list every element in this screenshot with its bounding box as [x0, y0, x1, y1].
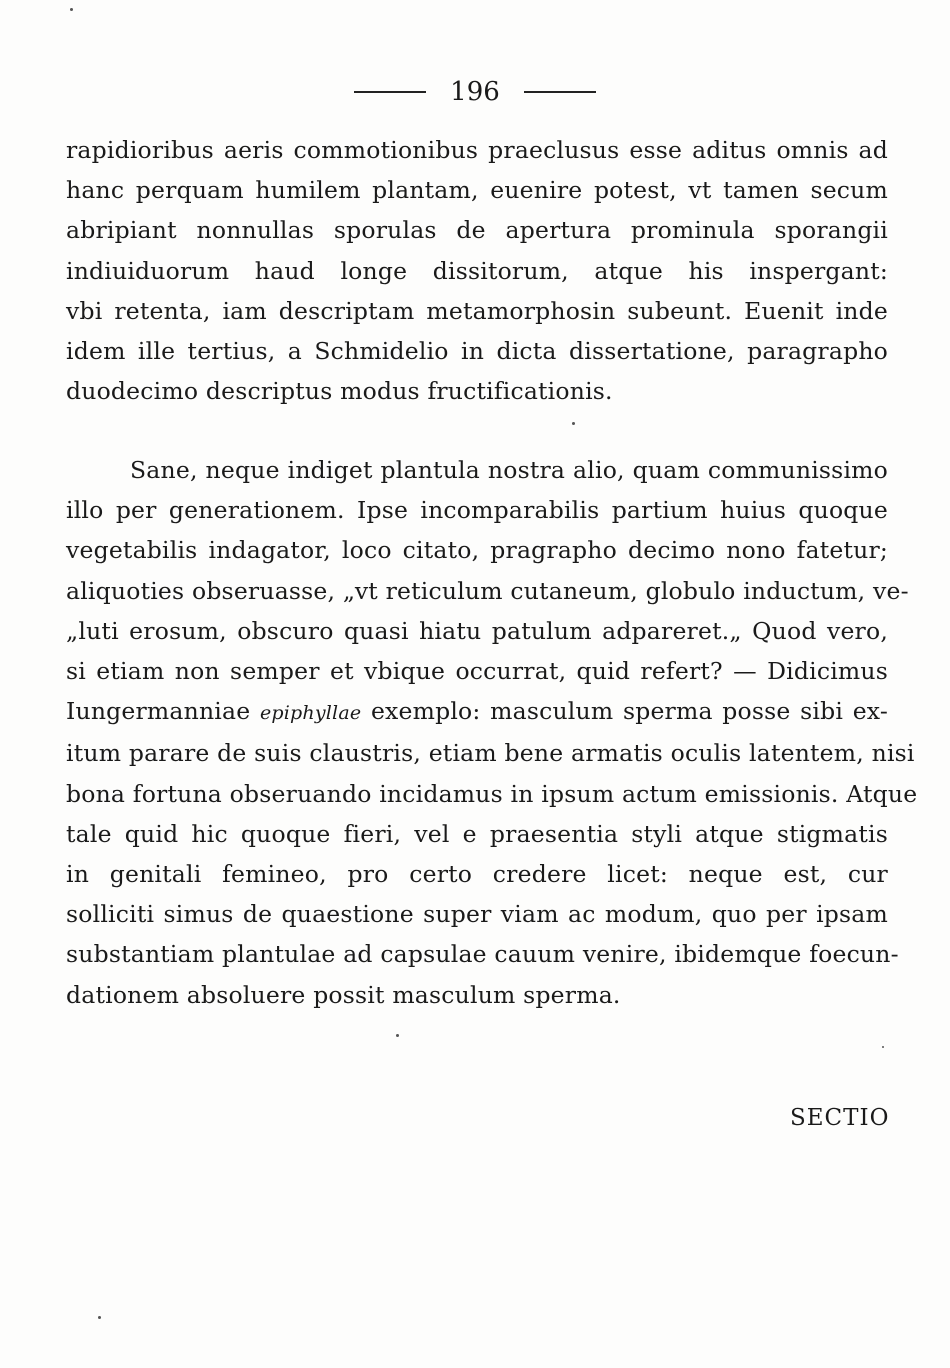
paragraph-1-line: abripiant nonnullas sporulas de apertura prominula sporangii: [66, 216, 888, 245]
paragraph-2-line: substantiam plantulae ad capsulae cauum venire, ibidemque foecun-: [66, 940, 899, 969]
paragraph-2-line: vegetabilis indagator, loco citato, pragrapho decimo nono fatetur;: [66, 536, 888, 565]
paragraph-1-line: vbi retenta, iam descriptam metamorphosin subeunt. Euenit inde: [66, 296, 888, 325]
species-name-italic: epiphyllae: [259, 702, 362, 725]
paragraph-2-line: itum parare de suis claustris, etiam bene armatis oculis latentem, nisi: [66, 739, 915, 768]
ink-speck: [70, 8, 73, 11]
paragraph-1-line: rapidioribus aeris commotionibus praeclusus esse aditus omnis ad: [66, 136, 888, 164]
catchword: SECTIO: [790, 1105, 890, 1131]
paragraph-2: [66, 450, 918, 1015]
paragraph-2-line: si etiam non semper et vbique occurrat, quid refert? — Didicimus: [66, 657, 888, 686]
ink-speck: [98, 1316, 101, 1319]
paragraph-1-line: duodecimo descriptus modus fructificationis.: [66, 377, 613, 406]
paragraph-2-line: in genitali femineo, pro certo credere licet: neque est, cur: [66, 860, 888, 889]
ink-speck: [882, 1046, 884, 1048]
page-number: 196: [450, 77, 500, 107]
genus-name: Iungermanniae: [66, 697, 251, 726]
line-continuation: exemplo: masculum sperma posse sibi ex-: [370, 697, 888, 726]
ink-speck: [572, 422, 575, 425]
paragraph-2-line: Sane, neque indiget plantula nostra alio, quam communissimo: [130, 456, 888, 484]
header-rule-right: [524, 91, 596, 93]
paragraph-2-line: tale quid hic quoque fieri, vel e praesentia styli atque stigmatis: [66, 819, 888, 848]
paragraph-2-line: bona fortuna obseruando incidamus in ipsum actum emissionis. Atque: [66, 779, 918, 808]
paragraph-2-line: illo per generationem. Ipse incomparabilis partium huius quoque: [66, 496, 888, 525]
paragraph-2-line: „luti erosum, obscuro quasi hiatu patulum adpareret.„ Quod vero,: [66, 616, 888, 645]
paragraph-1-line: hanc perquam humilem plantam, euenire potest, vt tamen secum: [66, 176, 888, 205]
paragraph-1-line: idem ille tertius, a Schmidelio in dicta dissertatione, paragrapho: [66, 337, 888, 366]
header-rule-left: [354, 91, 426, 93]
paragraph-2-line: dationem absoluere possit masculum sperma.: [66, 980, 621, 1009]
paragraph-2-line: solliciti simus de quaestione super viam ac modum, quo per ipsam: [66, 900, 888, 929]
paragraph-1-line: indiuiduorum haud longe dissitorum, atque his inspergant:: [66, 256, 888, 285]
paragraph-2-line: [66, 691, 888, 733]
page-header: [0, 72, 950, 112]
paragraph-2-line: aliquoties obseruasse, „vt reticulum cutaneum, globulo inductum, ve-: [66, 576, 909, 605]
ink-speck: [396, 1034, 399, 1037]
paragraph-1: [66, 130, 888, 411]
